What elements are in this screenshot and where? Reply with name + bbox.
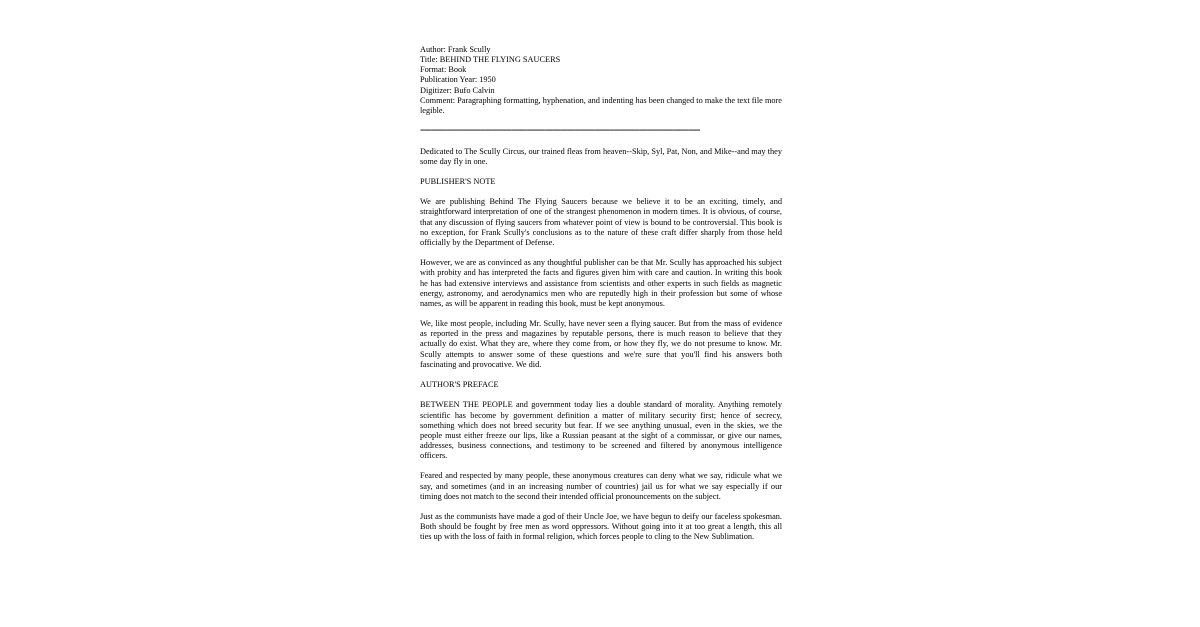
separator-rule: ========================================================================== [420, 126, 700, 136]
document-page [420, 45, 782, 553]
authors-preface-paragraph: BETWEEN THE PEOPLE and government today lies a double standard of morality. Anything remotely scientific has become by government definition a matter of military security first; hence of secrecy, something which does not breed security but fear. If we see anything unusual, even in the skies, we the people must either freeze our lips, like a Russian peasant at the sight of a commissar, or give our names, addresses, business connections, and testimony to be screened and filtered by anonymous intelligence officers. [420, 400, 782, 461]
publishers-note-heading: PUBLISHER'S NOTE [420, 176, 496, 186]
comment-line: Comment: Paragraphing formatting, hyphenation, and indenting has been changed to make the text file more legible. [420, 95, 782, 115]
publishers-note-paragraph: However, we are as convinced as any thoughtful publisher can be that Mr. Scully has approached his subject with probity and has interpreted the facts and figures given him with care and caution. In writing this book he has had extensive interviews and assistance from scientists and other experts in such fields as magnetic energy, astronomy, and aerodynamics men who are reputedly high in their profession but some of whose names, as will be apparent in reading this book, must be kept anonymous. [420, 258, 782, 308]
authors-preface-paragraph: Just as the communists have made a god of their Uncle Joe, we have begun to deify our faceless spokesman. Both should be fought by free men as word oppressors. Without going into it at too great a length, this all ties up with the loss of faith in formal religion, which forces people to cling to the New Sublimation. [420, 512, 782, 542]
authors-preface-heading: AUTHOR'S PREFACE [420, 380, 499, 390]
year-line: Publication Year: 1950 [420, 75, 496, 85]
publishers-note-paragraph: We, like most people, including Mr. Scully, have never seen a flying saucer. But from the mass of evidence as reported in the press and magazines by reputable persons, there is much reason to believe that they actually do exist. What they are, where they come from, or how they fly, we do not presume to know. Mr. Scully attempts to answer some of these questions and we're sure that you'll find his answers both fascinating and provocative. We did. [420, 319, 782, 369]
digitizer-line: Digitizer: Bufo Calvin [420, 85, 495, 95]
dedication-paragraph: Dedicated to The Scully Circus, our trained fleas from heaven--Skip, Syl, Pat, Non, and Mike--and may they some day fly in one. [420, 146, 782, 166]
format-line: Format: Book [420, 65, 467, 75]
author-line: Author: Frank Scully [420, 45, 491, 54]
metadata-block [420, 45, 782, 116]
publishers-note-paragraph: We are publishing Behind The Flying Saucers because we believe it to be an exciting, timely, and straightforward interpretation of one of the strangest phenomenon in modern times. It is obvious, of course, that any discussion of flying saucers from whatever point of view is bound to be controversial. This book is no exception, for Frank Scully's conclusions as to the nature of these craft differ sharply from those held officially by the Department of Defense. [420, 197, 782, 247]
title-line: Title: BEHIND THE FLYING SAUCERS [420, 55, 561, 65]
authors-preface-paragraph: Feared and respected by many people, these anonymous creatures can deny what we say, ridicule what we say, and sometimes (and in an increasing number of countries) jail us for what we say especially if our timing does not match to the second their intended official pronouncements on the subject. [420, 471, 782, 501]
